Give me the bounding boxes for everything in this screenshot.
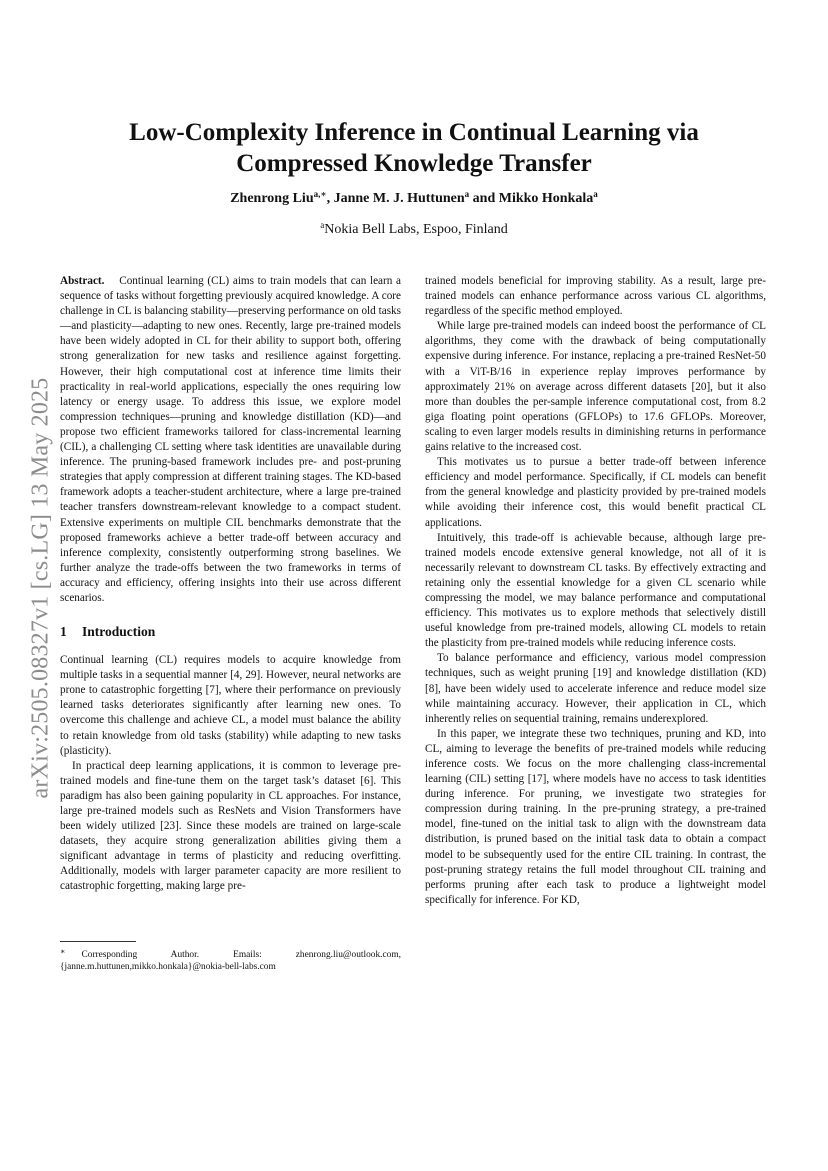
abstract (60, 274, 401, 606)
abstract-label: Abstract. (60, 275, 105, 287)
affiliation-text: Nokia Bell Labs, Espoo, Finland (324, 222, 508, 237)
section-number: 1 (60, 624, 67, 640)
author-name: Mikko Honkala (498, 191, 594, 206)
title-line-2: Compressed Knowledge Transfer (236, 150, 592, 177)
body-paragraph: In this paper, we integrate these two techniques, pruning and KD, into CL, aiming to leverage the benefits of pre-trained models while reducing inference costs. We focus on the more challenging class-incremental learning (CIL) setting [17], where models have no access to task identities during inference. For pruning, we investigate two strategies for compression during training. In the pre-pruning strategy, a pre-trained model, fine-tuned on the initial task to align with the downstream data distribution, is pruned based on the initial task data to obtain a compact model to be subsequently used for the entire CIL training. In contrast, the post-pruning strategy retains the full model throughout CIL training and performs pruning after each task to produce a lightweight model specifically for inference. For KD, (425, 727, 766, 906)
affiliation-marker: a (320, 220, 325, 230)
author-list (60, 189, 768, 209)
footnote (60, 941, 401, 973)
body-paragraph: To balance performance and efficiency, various model compression techniques, such as weight pruning [19] and knowledge distillation (KD) [8], have been widely used to accelerate inference and reduce model size while maintaining accuracy. However, their application in CL, which inherently relies on sequential training, remains underexplored. (425, 652, 766, 725)
author-separator: , (326, 191, 334, 206)
author-name: Janne M. J. Huttunen (333, 191, 465, 206)
body-paragraph: This motivates us to pursue a better trade-off between inference efficiency and model performance. Specifically, if CL models can benefit from the general knowledge and plasticity provided by pre-trained models while avoiding their inference cost, this would benefit practical CL applications. (425, 456, 766, 529)
body-paragraph: Intuitively, this trade-off is achievable because, although large pre-trained models encode extensive general knowledge, not all of it is necessarily relevant to downstream CL tasks. By effectively extracting and retaining only the essential knowledge for a given CL scenario while compressing the model, we may balance performance and computational efficiency. This motivates us to explore methods that selectively distill useful knowledge from pre-trained models, allowing CL models to retain the plasticity from pre-trained models while reducing inference costs. (425, 531, 766, 650)
arxiv-identifier (21, 338, 61, 838)
footnote-marker: ∗ (60, 947, 66, 956)
section-heading-introduction (60, 623, 401, 641)
author-affil-marker: a (464, 189, 470, 199)
title-line-1: Low-Complexity Inference in Continual Learning via (129, 119, 699, 146)
footnote-rule (60, 941, 136, 942)
body-paragraph: trained models beneficial for improving stability. As a result, large pre-trained models can enhance performance across various CL algorithms, regardless of the specific method employed. (425, 275, 766, 318)
author-name: Zhenrong Liu (230, 191, 314, 206)
author-separator: and (469, 191, 499, 206)
footnote-text-block (60, 946, 401, 973)
body-paragraph: In practical deep learning applications, it is common to leverage pre-trained models and fine-tune them on the target task’s dataset [6]. This paradigm has also been gaining popularity in CL approaches. For instance, large pre-trained models such as ResNets and Vision Transformers have been widely utilized [23]. Since these models are trained on large-scale datasets, they acquire strong generalization abilities giving them a significant advantage in terms of plasticity and reducing overfitting. Additionally, models with larger parameter capacity are more resilient to catastrophic forgetting, making large pre- (60, 759, 401, 893)
left-column (60, 274, 401, 895)
body-paragraph: While large pre-trained models can indeed boost the performance of CL algorithms, they come with the drawback of being computationally expensive during inference. For instance, replacing a pre-trained ResNet-50 with a ViT-B/16 in experience replay improves performance by approximately 21% on average across different datasets [20], but it also more than doubles the per-sample inference computational cost, from 8.2 giga floating point operations (GFLOPs) to 17.6 GFLOPs. Moreover, scaling to even larger models results in diminishing returns in performance gains relative to the increased cost. (425, 320, 766, 454)
body-paragraph: Continual learning (CL) requires models to acquire knowledge from multiple tasks in a sequential manner [4, 29]. However, neural networks are prone to catastrophic forgetting [7], where their performance on previously learned tasks deteriorates significantly after learning new ones. To overcome this challenge and achieve CL, a model must balance the ability to retain knowledge from old tasks (stability) while adapting to new tasks (plasticity). (60, 654, 401, 757)
section-title: Introduction (82, 624, 156, 640)
footnote-text: Corresponding Author. Emails: zhenrong.liu@outlook.com, {janne.m.huttunen,mikko.honkala}@nokia-bell-labs.com (60, 950, 401, 972)
paper-title (60, 117, 768, 179)
author-affil-marker: a,∗ (313, 189, 327, 199)
arxiv-identifier-text: arXiv:2505.08327v1 [cs.LG] 13 May 2025 (27, 377, 54, 799)
author-affil-marker: a (593, 189, 598, 199)
right-column (425, 274, 766, 908)
affiliation (60, 220, 768, 240)
abstract-text: Continual learning (CL) aims to train models that can learn a sequence of tasks without forgetting previously acquired knowledge. A core challenge in CL is balancing stability—preserving performance on old tasks—and plasticity—adapting to new ones. Recently, large pre-trained models have been widely adopted in CL for their ability to support both, offering strong generalization for new tasks and resilience against forgetting. However, their high computational cost at inference time limits their practicality in real-world applications, especially the ones requiring low latency or energy usage. To address this issue, we explore model compression techniques—pruning and knowledge distillation (KD)—and propose two efficient frameworks tailored for class-incremental learning (CIL), a challenging CL setting where task identities are unavailable during inference. The pruning-based framework includes pre- and post-pruning strategies that apply compression at different training stages. The KD-based framework adopts a teacher-student architecture, where a large pre-trained teacher transfers downstream-relevant knowledge to a compact student. Extensive experiments on multiple CIL benchmarks demonstrate that the proposed frameworks achieve a better trade-off between accuracy and inference complexity, consistently outperforming strong baselines. We further analyze the trade-offs between the two frameworks in terms of accuracy and efficiency, offering insights into their use across different scenarios. (60, 275, 402, 604)
